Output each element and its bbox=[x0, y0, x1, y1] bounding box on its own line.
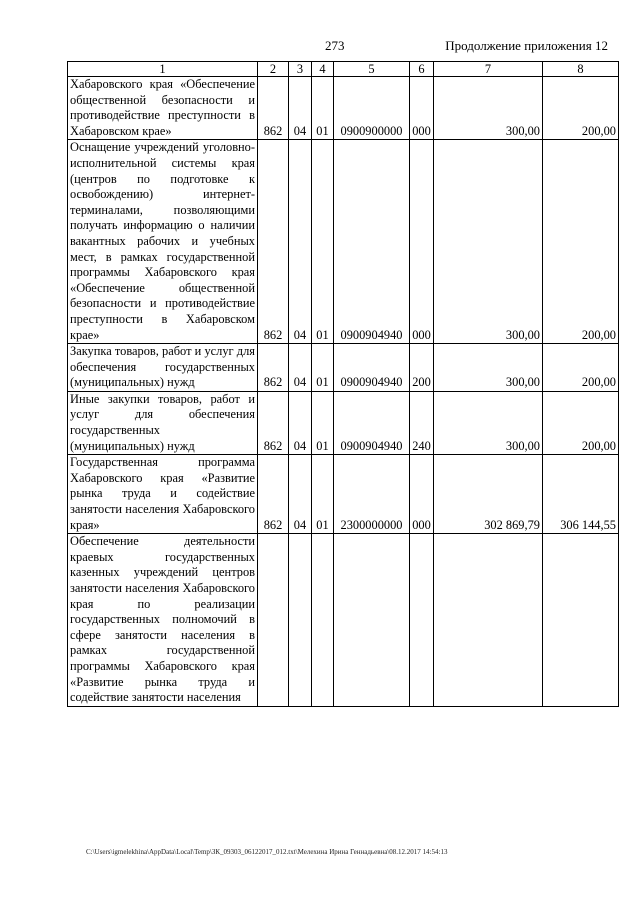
table-row bbox=[68, 77, 619, 140]
column-header: 3 bbox=[289, 62, 312, 77]
row-name: Закупка товаров, работ и услуг для обеспечения государственных (муниципальных) нужд bbox=[68, 344, 258, 392]
row-kind: 000 bbox=[410, 455, 434, 534]
row-amount-2: 200,00 bbox=[543, 140, 619, 344]
continuation-label: Продолжение приложения 12 bbox=[445, 38, 608, 53]
row-section: 04 bbox=[289, 140, 312, 344]
row-section: 04 bbox=[289, 344, 312, 392]
row-name: Оснащение учреждений уголовно-исполнительной системы края (центров по подготовке к освобождению) интернет-терминалами, позволяющими получать информацию о наличии вакантных рабочих и учебных мест, в рамках государственной программы Хабаровского края «Обеспечение общественной безопасности и противодействие преступности в Хабаровском крае» bbox=[68, 140, 258, 344]
row-code bbox=[258, 534, 289, 707]
row-target: 0900904940 bbox=[334, 140, 410, 344]
row-section: 04 bbox=[289, 391, 312, 454]
table-row bbox=[68, 344, 619, 392]
row-amount-1: 300,00 bbox=[434, 140, 543, 344]
row-amount-1: 300,00 bbox=[434, 391, 543, 454]
row-subsection: 01 bbox=[312, 455, 334, 534]
row-amount-2: 200,00 bbox=[543, 77, 619, 140]
row-code: 862 bbox=[258, 455, 289, 534]
table-row bbox=[68, 455, 619, 534]
row-code: 862 bbox=[258, 77, 289, 140]
row-amount-2: 306 144,55 bbox=[543, 455, 619, 534]
row-kind: 200 bbox=[410, 344, 434, 392]
row-kind bbox=[410, 534, 434, 707]
column-header: 5 bbox=[334, 62, 410, 77]
column-header: 4 bbox=[312, 62, 334, 77]
row-amount-1: 300,00 bbox=[434, 344, 543, 392]
budget-table bbox=[67, 61, 619, 707]
footer-path: C:\Users\igmelekhina\AppData\Local\Temp\ЗК_09303_06122017_012.txt\Мелехина Ирина Геннадьевна\08.12.2017 14:54:13 bbox=[86, 848, 448, 856]
table-row bbox=[68, 140, 619, 344]
row-subsection: 01 bbox=[312, 391, 334, 454]
row-kind: 000 bbox=[410, 77, 434, 140]
row-section bbox=[289, 534, 312, 707]
row-section: 04 bbox=[289, 77, 312, 140]
row-target: 0900904940 bbox=[334, 391, 410, 454]
row-name: Государственная программа Хабаровского края «Развитие рынка труда и содействие занятости населения Хабаровского края» bbox=[68, 455, 258, 534]
row-kind: 240 bbox=[410, 391, 434, 454]
row-target bbox=[334, 534, 410, 707]
column-header: 1 bbox=[68, 62, 258, 77]
table-row bbox=[68, 391, 619, 454]
row-subsection: 01 bbox=[312, 77, 334, 140]
row-section: 04 bbox=[289, 455, 312, 534]
row-amount-1: 302 869,79 bbox=[434, 455, 543, 534]
page-number: 273 bbox=[325, 38, 345, 53]
column-header: 6 bbox=[410, 62, 434, 77]
column-header: 2 bbox=[258, 62, 289, 77]
row-amount-1: 300,00 bbox=[434, 77, 543, 140]
row-name: Хабаровского края «Обеспечение общественной безопасности и противодействие преступности в Хабаровском крае» bbox=[68, 77, 258, 140]
row-target: 2300000000 bbox=[334, 455, 410, 534]
row-amount-2: 200,00 bbox=[543, 391, 619, 454]
row-name: Обеспечение деятельности краевых государственных казенных учреждений центров занятости населения Хабаровского края по реализации государственных полномочий в сфере занятости населения в рамках государственной программы Хабаровского края «Развитие рынка труда и содействие занятости населения bbox=[68, 534, 258, 707]
row-amount-1 bbox=[434, 534, 543, 707]
row-subsection bbox=[312, 534, 334, 707]
row-subsection: 01 bbox=[312, 140, 334, 344]
row-code: 862 bbox=[258, 344, 289, 392]
row-code: 862 bbox=[258, 140, 289, 344]
row-amount-2 bbox=[543, 534, 619, 707]
row-amount-2: 200,00 bbox=[543, 344, 619, 392]
row-kind: 000 bbox=[410, 140, 434, 344]
column-header: 7 bbox=[434, 62, 543, 77]
row-code: 862 bbox=[258, 391, 289, 454]
table-row bbox=[68, 534, 619, 707]
row-subsection: 01 bbox=[312, 344, 334, 392]
row-target: 0900900000 bbox=[334, 77, 410, 140]
table-header-row bbox=[68, 62, 619, 77]
row-name: Иные закупки товаров, работ и услуг для обеспечения государственных (муниципальных) нужд bbox=[68, 391, 258, 454]
column-header: 8 bbox=[543, 62, 619, 77]
row-target: 0900904940 bbox=[334, 344, 410, 392]
